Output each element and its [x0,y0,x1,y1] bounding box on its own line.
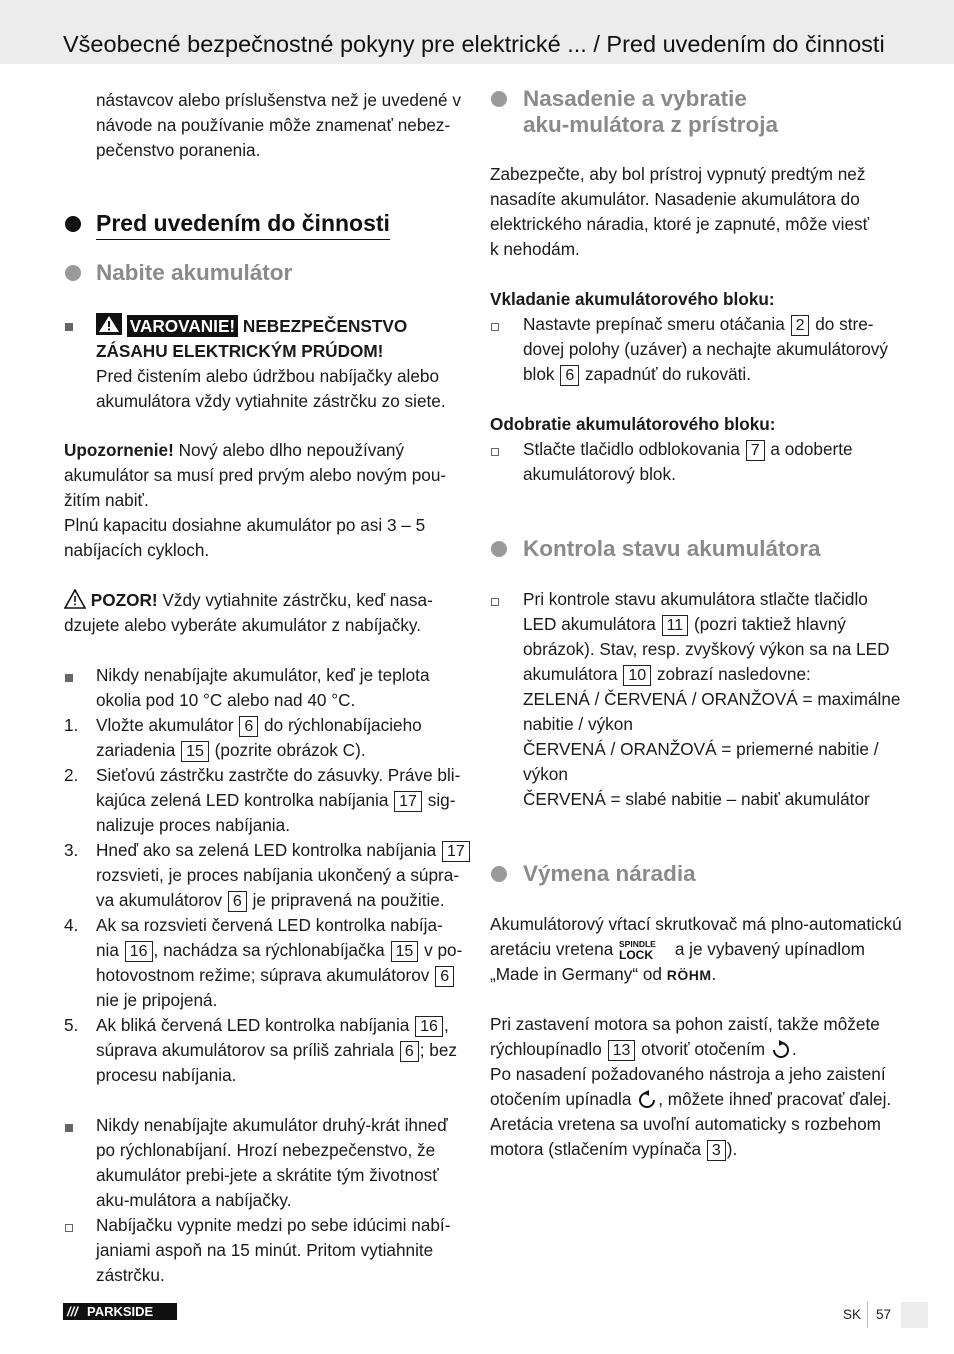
svg-text:LOCK: LOCK [619,948,654,961]
subsection-bullet [491,541,507,557]
caution-triangle-icon [64,589,86,609]
ref-box: 16 [125,941,153,962]
page-title: Všeobecné bezpečnostné pokyny pre elektrické ... / Pred uvedením do činnosti [63,31,885,57]
ref-box: 17 [442,841,470,862]
ref-box: 6 [228,891,247,912]
insert-text: Zabezpečte, aby bol prístroj vypnutý predtým než nasadíte akumulátor. Nasadenie akumulátora do elektrického náradia, ktoré je zapnuté, môže viesť k nehodám. [490,164,870,259]
ref-box: 15 [181,741,209,762]
footer-tab [901,1302,928,1328]
ref-box: 15 [391,941,419,962]
section-heading-pred-uvedenim: Pred uvedením do činnosti [96,209,390,240]
subsection-bullet [491,866,507,882]
subsection-heading-nasadenie: Nasadenie a vybratie aku-mulátora z prístroja [523,86,779,137]
list-item-pause: Nabíjačku vypnite medzi po sebe idúcimi nabí- janiami aspoň na 15 minút. Pritom vytiahnite zástrčku. [96,1215,451,1285]
load-title: Vkladanie akumulátorového bloku: [490,289,775,309]
rotate-counterclockwise-icon [636,1090,658,1108]
stop-text: Pri zastavení motora sa pohon zaistí, takže môžete rýchloupínadlo 13 otvoriť otočením . Po nasadení požadovaného nástroja a jeho zaistení otočením upínadla , môžete ihneď pracovať ďalej. Aretácia vretena sa uvoľní automaticky s rozbehom motora (stlačením vypínača 3 ). [490,1014,892,1159]
step-4: Ak sa rozsvieti červená LED kontrolka nabíja- nia 16 , nachádza sa rýchlonabíjačka 15 v po- hotovostnom režime; súprava akumulátorov 6 nie je pripojená. [96,915,463,1010]
step-2: Sieťovú zástrčku zastrčte do zásuvky. Práve bli- kajúca zelená LED kontrolka nabíjania 17 sig- nalizuje proces nabíjania. [96,765,461,835]
tool-text: Akumulátorový vŕtací skrutkovač má plno-automatickú aretáciu vretena SPINDLE LOCK a je vybavený upínadlom „Made in Germany“ od RÖHM. [490,912,902,988]
load-instructions: Nastavte prepínač smeru otáčania 2 do stre- dovej polohy (uzáver) a nechajte akumulátorový blok 6 zapadnúť do rukoväti. [523,314,888,384]
subsection-heading-vymena: Výmena náradia [523,861,696,886]
note-block: Upozornenie! Nový alebo dlho nepoužívaný akumulátor sa musí pred prvým alebo novým pou- žitím nabiť. Plnú kapacitu dosiahne akumulátor po asi 3 – 5 nabíjacích cykloch. [64,440,447,560]
ref-box: 17 [394,791,422,812]
charging-steps: 1. Vložte akumulátor 6 do rýchlonabíjacieho zariadenia 15 (pozrite obrázok C). 2. Sieťovú zástrčku zastrčte do zásuvky. Práve bli- kajúca zelená LED kontrolka nabíjania 17 sig- nalizuje proces nabíjania. 3. Hneď ako sa zelená LED kontrolka nabíjania 17 rozsvieti, je proces nabíjania ukončený a súpra- va akumulátorov 6 je pripravená na použitie. 4. Ak sa rozsvieti červená LED kontrolka nabíja- nia 16 , nachádza sa rýchlonabíjačka 15 v po- hotovostnom režime; súprava akumulátorov 6 nie je pripojená. 5. Ak bliká červená LED kontrolka nabíjania 16 , súprava akumulátorov sa príliš zahriala 6 ; bez procesu nabíjania. [64,713,474,1093]
warning-block: VAROVANIE! NEBEZPEČENSTVO ZÁSAHU ELEKTRICKÝM PRÚDOM! Pred čistením alebo údržbou nabíjačky alebo akumulátora vždy vytiahnite zástrčku zo siete. [96,313,476,414]
footer-language: SK [843,1307,862,1322]
page-header [0,0,954,64]
rotate-clockwise-icon [770,1040,792,1058]
subsection-bullet [491,91,507,107]
intro-text: nástavcov alebo príslušenstva než je uvedené v návode na používanie môže znamenať nebez- pečenstvo poranenia. [96,90,461,160]
ref-box: 6 [560,365,579,386]
left-column [64,88,464,1288]
ref-box: 3 [707,1140,726,1161]
remove-instructions: Stlačte tlačidlo odblokovania 7 a odoberte akumulátorový blok. [523,439,853,484]
list-bullet [65,323,73,331]
ref-box: 6 [400,1041,419,1062]
list-bullet-hollow [491,448,499,456]
subsection-bullet [65,265,81,281]
spindle-lock-logo [618,939,670,961]
subsection-heading-nabite: Nabite akumulátor [96,260,293,285]
parkside-logo: /// PARKSIDE [63,1303,177,1320]
rohm-logo: RÖHM [666,967,712,983]
ref-box: 6 [239,716,258,737]
ref-box: 6 [435,966,454,987]
footer-divider [867,1302,868,1328]
remove-title: Odobratie akumulátorového bloku: [490,414,776,434]
ref-box: 16 [415,1016,443,1037]
ref-box: 7 [746,440,765,461]
list-bullet-hollow [65,1224,73,1232]
list-bullet [65,674,73,682]
subsection-heading-kontrola: Kontrola stavu akumulátora [523,536,821,561]
list-item-no-double-charge: Nikdy nenabíjajte akumulátor druhý-krát ihneď po rýchlonabíjaní. Hrozí nebezpečenstvo, že akumulátor prebi-jete a skrátite tým životnosť aku-mulátora a nabíjačky. [96,1115,448,1210]
ref-box: 11 [662,615,689,636]
ref-box: 2 [791,315,810,336]
section-bullet [65,216,81,232]
list-bullet [65,1124,73,1132]
caution-block: POZOR! Vždy vytiahnite zástrčku, keď nasa- dzujete alebo vyberáte akumulátor z nabíjačky. [64,590,433,635]
list-bullet-hollow [491,598,499,606]
check-instructions: Pri kontrole stavu akumulátora stlačte tlačidlo LED akumulátora 11 (pozri taktiež hlavný obrázok). Stav, resp. zvyškový výkon sa na LED akumulátora 10 zobrazí nasledovne: ZELENÁ / ČERVENÁ / ORANŽOVÁ = maximálne nabitie / výkon ČERVENÁ / ORANŽOVÁ = priemerné nabitie / výkon ČERVENÁ = slabé nabitie – nabiť akumulátor [523,589,901,809]
caution-label: POZOR! [90,590,158,610]
page-number: 57 [876,1307,892,1322]
warning-flag: VAROVANIE! [127,315,238,337]
right-column [490,86,900,1186]
step-1: Vložte akumulátor 6 do rýchlonabíjacieho zariadenia 15 (pozrite obrázok C). [96,715,422,760]
ref-box: 13 [608,1040,636,1061]
ref-box: 10 [623,665,651,686]
step-3: Hneď ako sa zelená LED kontrolka nabíjania 17 rozsvieti, je proces nabíjania ukončený a súpra- va akumulátorov 6 je pripravená na použitie. [96,838,466,913]
svg-text:SPINDLE: SPINDLE [619,939,656,949]
list-item-temperature: Nikdy nenabíjajte akumulátor, keď je teplota okolia pod 10 °C alebo nad 40 °C. [96,665,430,710]
step-5: Ak bliká červená LED kontrolka nabíjania 16 , súprava akumulátorov sa príliš zahriala 6 ; bez procesu nabíjania. [96,1015,458,1085]
warning-triangle-icon [96,313,122,335]
list-bullet-hollow [491,323,499,331]
note-label: Upozornenie! [64,440,174,460]
